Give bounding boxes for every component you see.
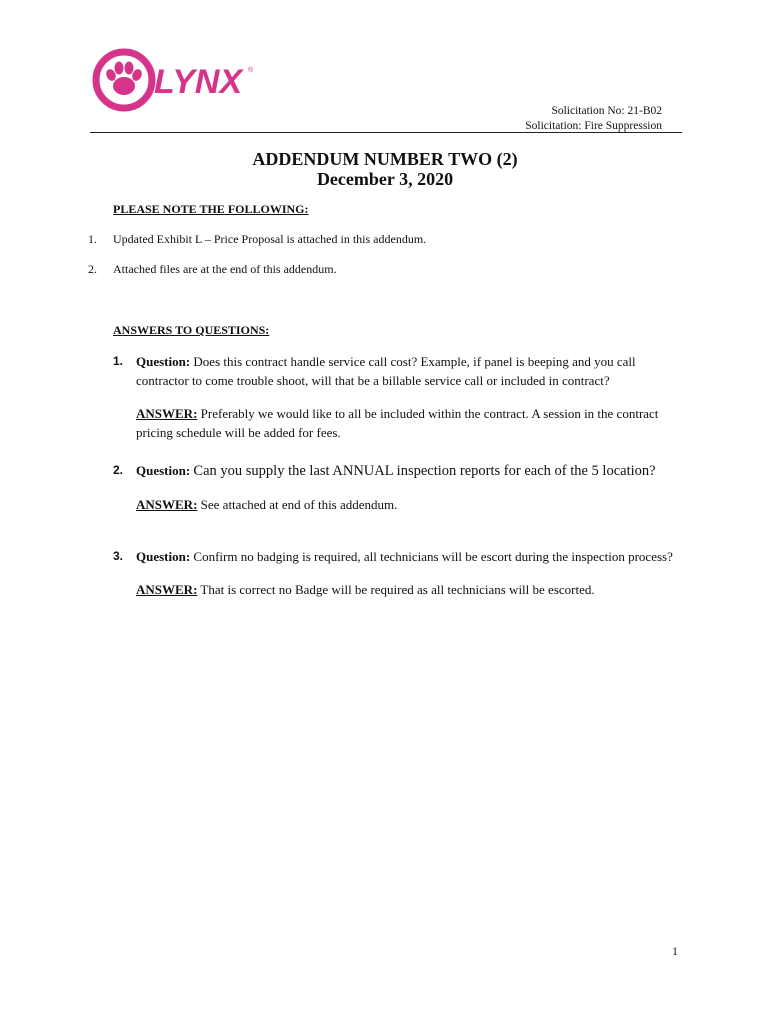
solicitation-name: Solicitation: Fire Suppression [525,120,662,132]
note-item [88,232,688,262]
answer-text: That is correct no Badge will be required as all technicians will be escorted. [200,582,595,597]
note-number: 2. [88,262,97,276]
header-divider [90,132,682,133]
question-label: Question: [136,463,191,478]
question [136,547,673,566]
logo-registered-mark: ® [248,67,254,74]
answer [136,580,673,599]
answer-text: Preferably we would like to all be included within the contract. A session in the contract pricing schedule will be added for fees. [136,406,659,440]
note-text: Attached files are at the end of this addendum. [113,262,337,276]
question [136,461,673,481]
notes-heading: PLEASE NOTE THE FOLLOWING: [113,202,309,216]
question-label: Question: [136,354,191,369]
qa-item [113,547,673,599]
answer [136,404,673,442]
answer-label: ANSWER: [136,406,198,421]
answer-text: See attached at end of this addendum. [200,497,398,512]
lynx-logo [92,48,262,112]
answer-label: ANSWER: [136,582,198,597]
question-text: Can you supply the last ANNUAL inspection reports for each of the 5 location? [193,463,656,479]
question-text: Confirm no badging is required, all technicians will be escort during the inspection process? [193,549,673,564]
addendum-title: ADDENDUM NUMBER TWO (2) [252,149,518,169]
question [136,352,673,390]
note-text: Updated Exhibit L – Price Proposal is attached in this addendum. [113,232,427,246]
page-number: 1 [672,944,678,958]
qa-heading: ANSWERS TO QUESTIONS: [113,323,270,337]
qa-item [113,461,673,514]
solicitation-number: Solicitation No: 21-B02 [551,105,662,117]
notes-list [88,232,688,292]
lynx-paw-logo-icon [92,48,262,112]
solicitation-info [525,104,662,134]
note-number: 1. [88,232,97,246]
question-label: Question: [136,549,191,564]
question-number: 2. [113,463,124,477]
qa-item [113,352,673,442]
question-text: Does this contract handle service call cost? Example, if panel is beeping and you call contractor to come trouble shoot, will that be a billable service call or included in contract? [136,354,636,388]
answer-label: ANSWER: [136,497,198,512]
addendum-date: December 3, 2020 [316,169,454,189]
answer [136,495,673,514]
question-number: 1. [113,354,124,368]
logo-wordmark: LYNX [154,63,243,101]
question-number: 3. [113,549,124,563]
note-item [88,262,688,292]
